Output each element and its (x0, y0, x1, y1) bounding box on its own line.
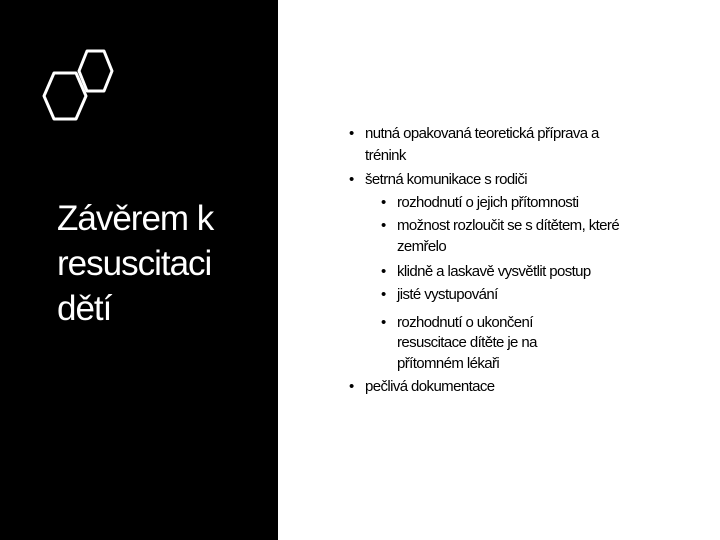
sub-bullet-item (381, 215, 620, 237)
sub-bullet-item (381, 284, 498, 306)
bullet-dot: • (349, 378, 354, 395)
bullet-line: trénink (365, 147, 406, 164)
bullet-continuation (365, 145, 406, 167)
bullet-line: resuscitace dítěte je na (397, 334, 537, 351)
bullet-item (349, 123, 599, 145)
sub-bullet-item (381, 312, 533, 334)
bullet-dot: • (381, 217, 386, 234)
title-line: Závěrem k (57, 199, 214, 238)
bullet-dot: • (349, 125, 354, 142)
sub-bullet-item (381, 192, 579, 214)
bullet-continuation (397, 353, 499, 375)
bullet-line: jisté vystupování (397, 286, 498, 303)
bullet-line: klidně a laskavě vysvětlit postup (397, 263, 591, 280)
bullet-line: nutná opakovaná teoretická příprava a (365, 125, 599, 142)
bullet-continuation (397, 332, 537, 354)
bullet-line: možnost rozloučit se s dítětem, které (397, 217, 620, 234)
bullet-dot: • (381, 194, 386, 211)
bullet-dot: • (381, 263, 386, 280)
bullet-line: přítomném lékaři (397, 355, 500, 372)
bullet-line: rozhodnutí o jejich přítomnosti (397, 194, 579, 211)
bullet-line: rozhodnutí o ukončení (397, 314, 533, 331)
bullet-continuation (397, 236, 446, 258)
title-line: dětí (57, 289, 112, 328)
title-line: resuscitaci (57, 244, 212, 283)
bullet-line: zemřelo (397, 238, 447, 255)
bullet-dot: • (349, 171, 354, 188)
bullet-line: pečlivá dokumentace (365, 378, 495, 395)
bullet-item (349, 376, 495, 398)
bullet-line: šetrná komunikace s rodiči (365, 171, 527, 188)
bullet-dot: • (381, 286, 386, 303)
bullet-dot: • (381, 314, 386, 331)
sub-bullet-item (381, 261, 591, 283)
bullet-item (349, 169, 527, 191)
